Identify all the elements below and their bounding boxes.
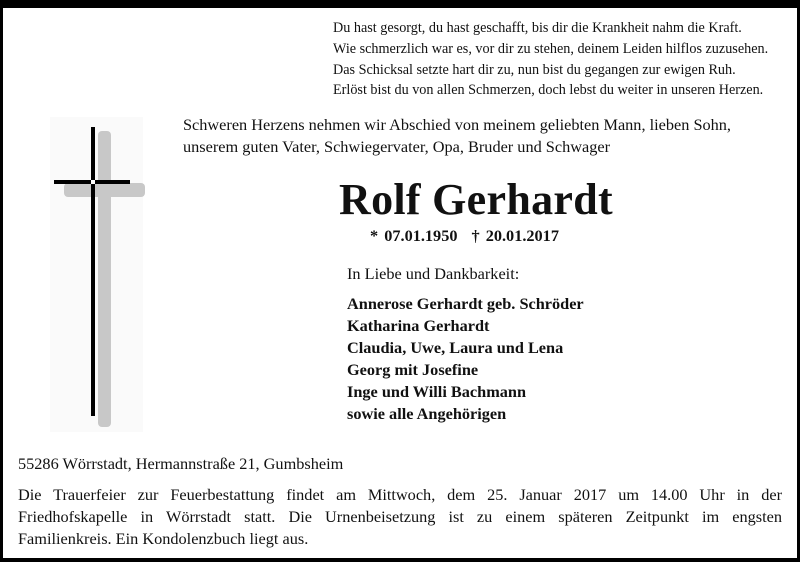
intro-line: unserem guten Vater, Schwiegervater, Opa, Bruder und Schwager — [183, 137, 610, 156]
mourner: Katharina Gerhardt — [347, 316, 490, 335]
birth-date: * 07.01.1950 — [370, 226, 458, 245]
death-date: † 20.01.2017 — [471, 226, 559, 245]
mourner: Inge und Willi Bachmann — [347, 382, 527, 401]
life-dates — [370, 226, 573, 246]
funeral-info-line: Die Trauerfeier zur Feuerbestattung findet am Mittwoch, dem 25. Januar 2017 um 14.00 Uhr in der — [18, 485, 782, 504]
poem-line: Das Schicksal setzte hart dir zu, nun bist du gegangen zur ewigen Ruh. — [333, 61, 736, 78]
mourners-list — [347, 293, 584, 425]
poem-line: Wie schmerzlich war es, vor dir zu stehen, deinem Leiden hilflos zuzusehen. — [333, 40, 769, 57]
deceased-name: Rolf Gerhardt — [339, 175, 613, 224]
poem-line: Du hast gesorgt, du hast geschafft, bis dir die Krankheit nahm die Kraft. — [333, 20, 742, 36]
mourner: Claudia, Uwe, Laura und Lena — [347, 338, 564, 357]
address: 55286 Wörrstadt, Hermannstraße 21, Gumbsheim — [18, 454, 344, 473]
funeral-info-line: Familienkreis. Ein Kondolenzbuch liegt aus. — [18, 529, 309, 548]
mourner: Annerose Gerhardt geb. Schröder — [347, 294, 584, 313]
poem-line: Erlöst bist du von allen Schmerzen, doch lebst du weiter in unseren Herzen. — [333, 82, 764, 99]
mourner: Georg mit Josefine — [347, 360, 479, 379]
funeral-info-line: Friedhofskapelle in Wörrstadt statt. Die Urnenbeisetzung ist zu einem späteren Zeitpunkt im engsten — [18, 507, 782, 526]
funeral-info — [18, 484, 782, 550]
thanks-heading: In Liebe und Dankbarkeit: — [347, 264, 520, 283]
cross-icon — [50, 117, 143, 432]
poem — [333, 18, 768, 101]
intro-line: Schweren Herzens nehmen wir Abschied von meinem geliebten Mann, lieben Sohn, — [183, 115, 731, 134]
obituary-notice — [3, 8, 797, 558]
intro-text — [183, 114, 731, 158]
mourner: sowie alle Angehörigen — [347, 404, 507, 423]
